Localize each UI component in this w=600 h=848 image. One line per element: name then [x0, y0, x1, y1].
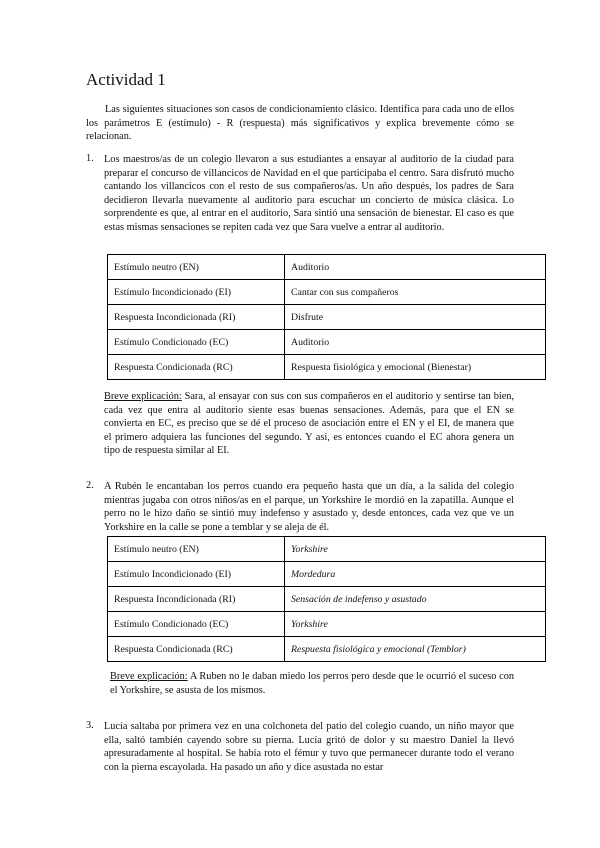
explanation-label: Breve explicación: — [104, 391, 182, 402]
item-1-table — [107, 254, 546, 380]
table-cell-value: Sensación de indefenso y asustado — [285, 587, 546, 612]
table-row — [108, 612, 546, 637]
table-cell-value: Respuesta fisiológica y emocional (Temblor) — [285, 637, 546, 662]
item-1-number: 1. — [86, 153, 94, 164]
table-row — [108, 637, 546, 662]
table-cell-value: Cantar con sus compañeros — [285, 280, 546, 305]
item-3-text: Lucía saltaba por primera vez en una colchoneta del patio del colegio cuando, un niño mayor que ella, saltó también cayendo sobre su pierna. Lucía gritó de dolor y su maestro Daniel la llevó apresuradamente al hospital. Se había roto el fémur y tuvo que permanecer durante todo el verano con la pierna escayolada. Ha pasado un año y dice asustada no estar — [104, 721, 514, 773]
table-cell-value: Auditorio — [285, 255, 546, 280]
table-cell-label: Estímulo neutro (EN) — [108, 255, 285, 280]
table-cell-label: Respuesta Condicionada (RC) — [108, 355, 285, 380]
table-row — [108, 330, 546, 355]
page-title: Actividad 1 — [86, 70, 166, 89]
item-1-explanation — [104, 390, 514, 458]
table-row — [108, 537, 546, 562]
table-row — [108, 255, 546, 280]
table-cell-value: Yorkshire — [285, 537, 546, 562]
table-row — [108, 562, 546, 587]
explanation-text: A Ruben no le daban miedo los perros pero desde que le ocurrió el suceso con el Yorkshire, se asusta de los mismos. — [110, 671, 514, 696]
explanation-text: Sara, al ensayar con sus con sus compañeros en el auditorio y sentirse tan bien, cada vez que entra al auditorio siente esas buenas sensaciones. Además, para que el EN se convierta en EC, es preciso que se dé el proceso de asociación entre el EN y el EI, de manera que el primero adquiera las funciones del segundo. Y así, es entonces cuando el EC ahora genera un tipo de respuesta similar al EI. — [104, 391, 514, 456]
table-cell-label: Estímulo neutro (EN) — [108, 537, 285, 562]
table-cell-label: Estímulo Condicionado (EC) — [108, 330, 285, 355]
item-3-number: 3. — [86, 720, 94, 731]
item-1-text: Los maestros/as de un colegio llevaron a sus estudiantes a ensayar al auditorio de la ciudad para preparar el concurso de villancicos de Navidad en el que participaba el centro. Sara disfrutó mucho cantando los villancicos con el resto de sus compañeros/as. Un año después, los padres de Sara decidieron llevarla nuevamente al auditorio para escuchar un concierto de música clásica. Lo sorprendente es que, al entrar en el auditorio, Sara sintió una sensación de bienestar. El caso es que estas mismas sensaciones se repiten cada vez que Sara vuelve a entrar al auditorio. — [104, 154, 514, 233]
explanation-label: Breve explicación: — [110, 671, 188, 682]
table-cell-label: Estímulo Incondicionado (EI) — [108, 562, 285, 587]
table-cell-label: Estímulo Condicionado (EC) — [108, 612, 285, 637]
table-cell-value: Mordedura — [285, 562, 546, 587]
intro-paragraph: Las siguientes situaciones son casos de condicionamiento clásico. Identifica para cada uno de ellos los parámetros E (estímulo) - R (respuesta) más significativos y explica brevemente cómo se relacionan. — [86, 104, 514, 142]
table-cell-value: Yorkshire — [285, 612, 546, 637]
table-cell-label: Respuesta Condicionada (RC) — [108, 637, 285, 662]
item-2-table — [107, 536, 546, 662]
item-2-text: A Rubén le encantaban los perros cuando era pequeño hasta que un día, a la salida del colegio mientras jugaba con otros niños/as en el parque, un Yorkshire le mordió en la zapatilla. Aunque el perro no le hizo daño se sintió muy indefenso y asustado y, desde entonces, cada vez que ve un Yorkshire en la calle se pone a temblar y se aleja de él. — [104, 481, 514, 533]
table-cell-label: Respuesta Incondicionada (RI) — [108, 587, 285, 612]
table-row — [108, 305, 546, 330]
table-cell-value: Respuesta fisiológica y emocional (Bienestar) — [285, 355, 546, 380]
table-cell-value: Auditorio — [285, 330, 546, 355]
table-row — [108, 587, 546, 612]
table-cell-value: Disfrute — [285, 305, 546, 330]
table-cell-label: Respuesta Incondicionada (RI) — [108, 305, 285, 330]
table-cell-label: Estímulo Incondicionado (EI) — [108, 280, 285, 305]
table-row — [108, 280, 546, 305]
item-2-number: 2. — [86, 480, 94, 491]
table-row — [108, 355, 546, 380]
item-2-explanation — [110, 670, 514, 697]
